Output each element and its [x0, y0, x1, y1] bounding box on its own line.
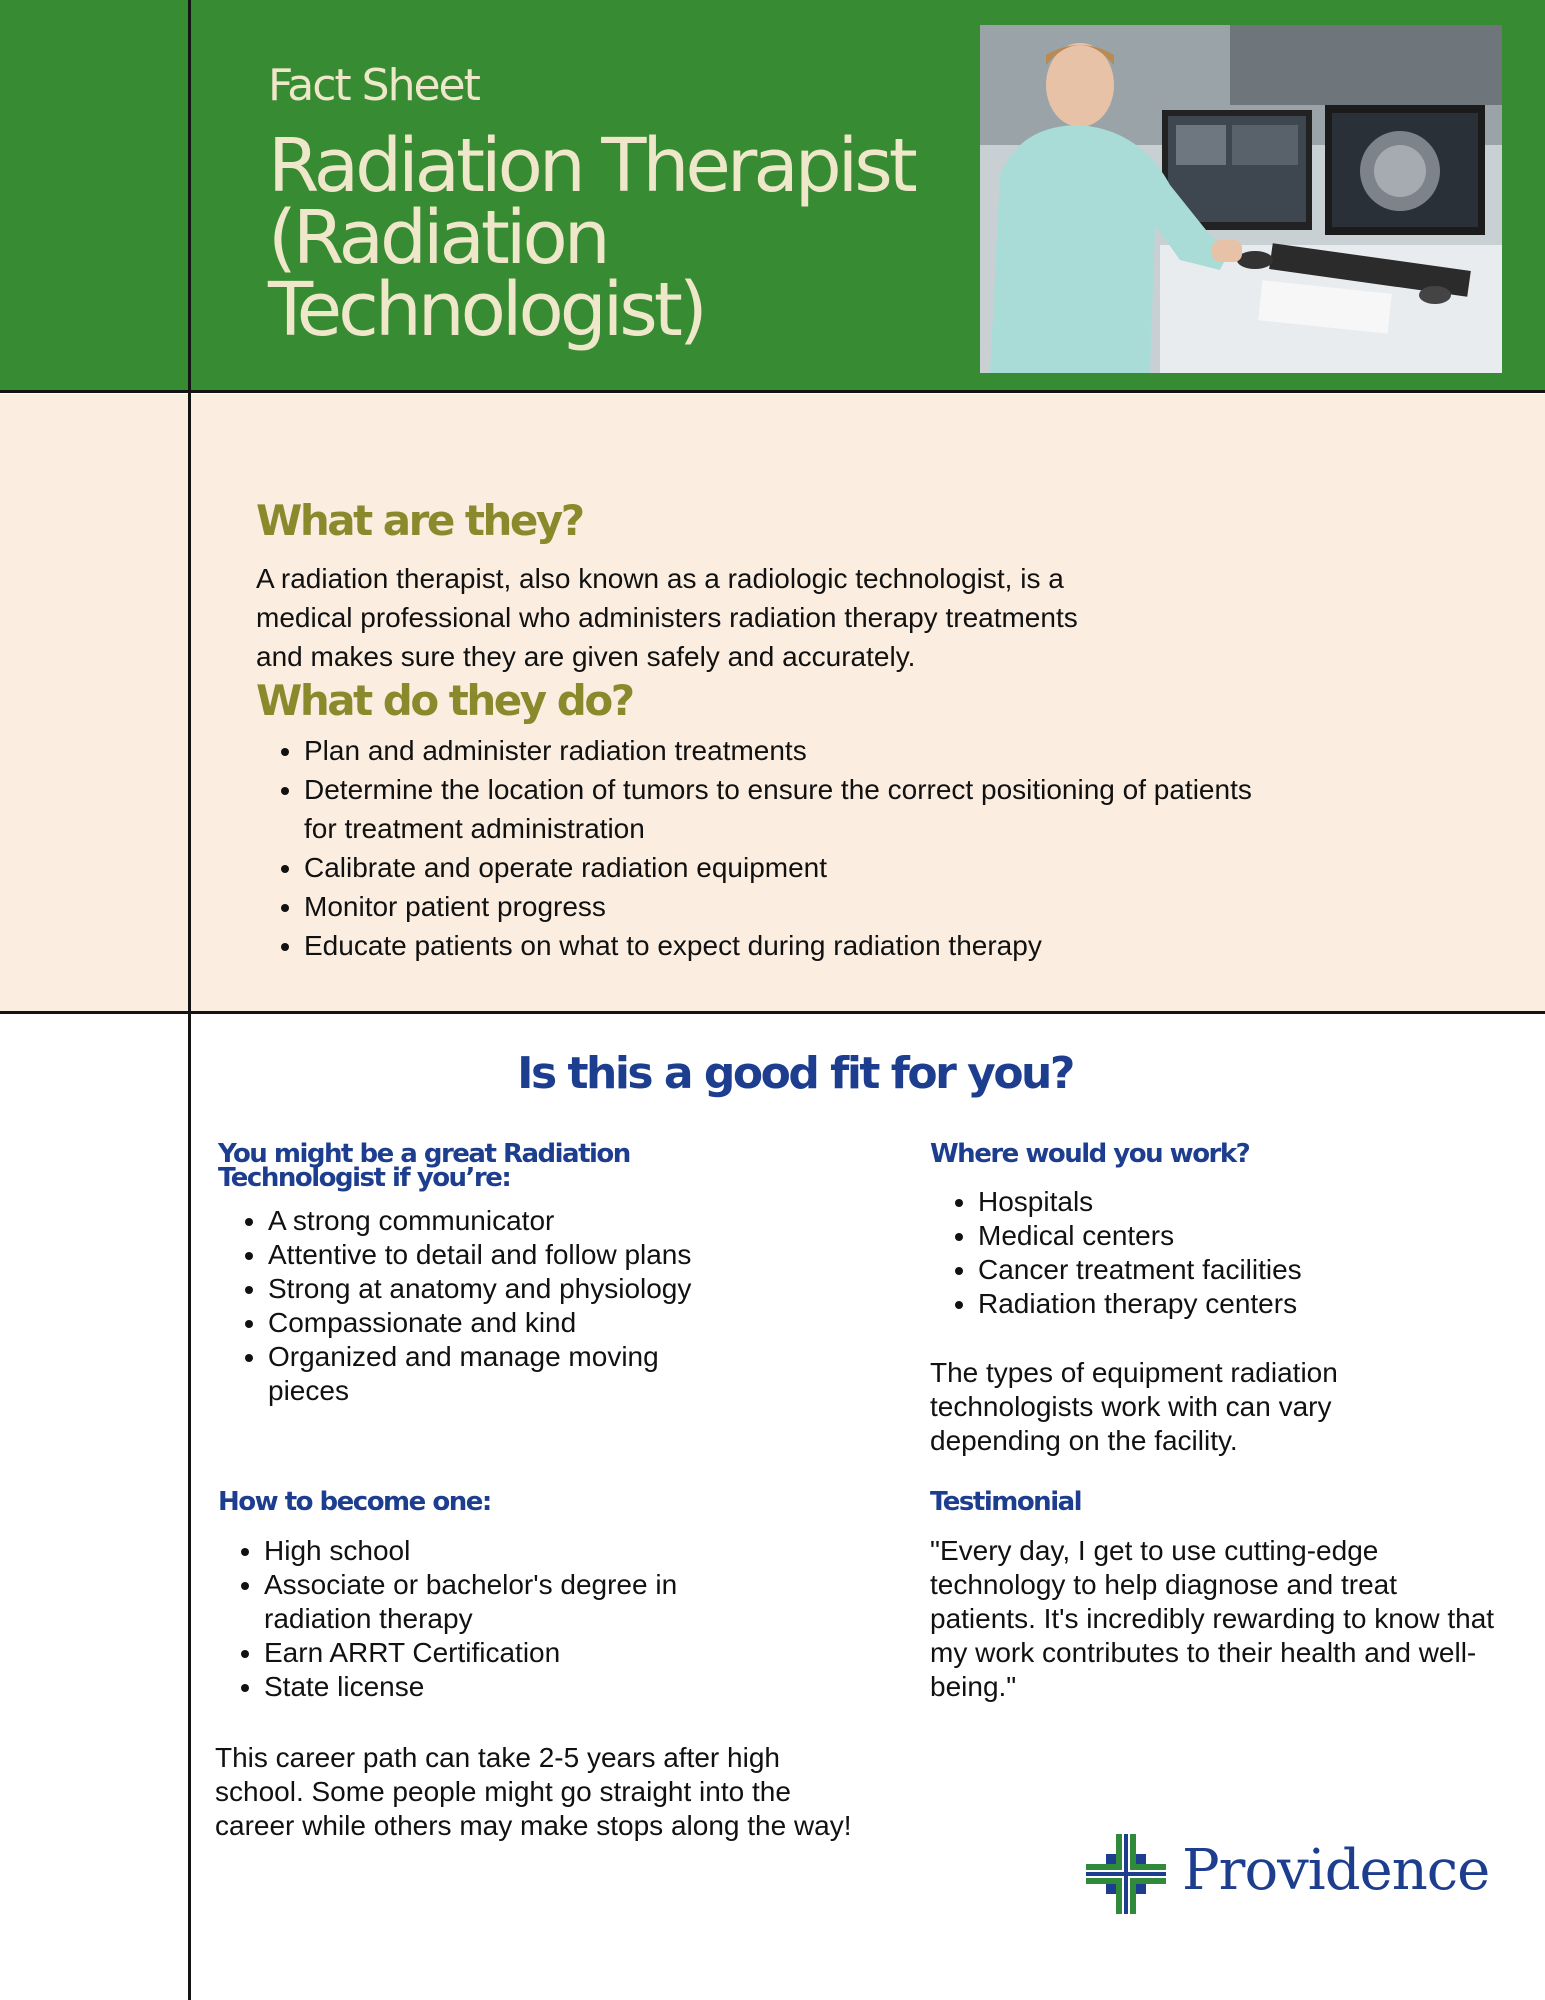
list-item: • Compassionate and kind [268, 1306, 788, 1340]
header-divider [0, 390, 1545, 393]
list-item: • A strong communicator [268, 1204, 788, 1238]
where-heading: Where would you work? [930, 1139, 1250, 1169]
list-item: • Cancer treatment facilities [978, 1253, 1518, 1287]
testimonial-quote: "Every day, I get to use cutting-edge technology to help diagnose and treat patients. It's incredibly rewarding to know that my work contributes to their health and well-being." [930, 1535, 1495, 1702]
list-item: • Educate patients on what to expect during radiation therapy [304, 926, 1304, 965]
list-item: • High school [264, 1534, 784, 1568]
page-title [268, 123, 968, 353]
list-item: • Plan and administer radiation treatments [304, 731, 1304, 770]
testimonial-heading: Testimonial [930, 1487, 1082, 1517]
list-item: • Attentive to detail and follow plans [268, 1238, 788, 1272]
great-if-heading: You might be a great Radiation Technologist if you’re: [218, 1139, 630, 1193]
steps-list [218, 1534, 784, 1704]
providence-cross-icon [1086, 1834, 1166, 1914]
workplaces-list [932, 1185, 1518, 1321]
eyebrow-label: Fact Sheet [268, 60, 479, 111]
list-item: • Medical centers [978, 1219, 1518, 1253]
list-item: • Monitor patient progress [304, 887, 1304, 926]
title-line-3: Technologist) [268, 267, 704, 353]
become-heading: How to become one: [218, 1487, 491, 1517]
list-item: • Associate or bachelor's degree in radiation therapy [264, 1568, 734, 1636]
list-item: • Radiation therapy centers [978, 1287, 1518, 1321]
list-item: • Hospitals [978, 1185, 1518, 1219]
list-item: • State license [264, 1670, 784, 1704]
career-path-note: This career path can take 2-5 years after high school. Some people might go straight into the career while others may make stops along the way! [215, 1742, 852, 1841]
what-are-they-line-1: A radiation therapist, also known as a radiologic technologist, is a [256, 563, 1064, 594]
what-are-they-heading: What are they? [256, 496, 583, 545]
duties-list [256, 731, 1304, 965]
list-item: • Strong at anatomy and physiology [268, 1272, 788, 1306]
providence-wordmark: Providence [1182, 1838, 1490, 1903]
what-are-they-line-2: medical professional who administers radiation therapy treatments [256, 602, 1078, 633]
equipment-note: The types of equipment radiation technologists work with can vary depending on the facility. [930, 1357, 1338, 1456]
what-are-they-text [256, 559, 1078, 676]
fit-heading: Is this a good fit for you? [517, 1048, 1073, 1099]
title-line-2: (Radiation [268, 195, 607, 281]
list-item: • Organized and manage moving pieces [268, 1340, 708, 1408]
traits-list [222, 1204, 788, 1408]
what-do-they-do-heading: What do they do? [256, 676, 633, 725]
section-divider [0, 1011, 1545, 1014]
title-line-1: Radiation Therapist [268, 123, 914, 209]
vertical-divider [188, 0, 191, 2000]
technologist-photo [980, 25, 1502, 373]
list-item: • Calibrate and operate radiation equipment [304, 848, 1304, 887]
list-item: • Earn ARRT Certification [264, 1636, 784, 1670]
providence-logo [1086, 1834, 1490, 1914]
list-item: • Determine the location of tumors to ensure the correct positioning of patients for treatment administration [304, 770, 1264, 848]
what-are-they-line-3: and makes sure they are given safely and accurately. [256, 641, 916, 672]
